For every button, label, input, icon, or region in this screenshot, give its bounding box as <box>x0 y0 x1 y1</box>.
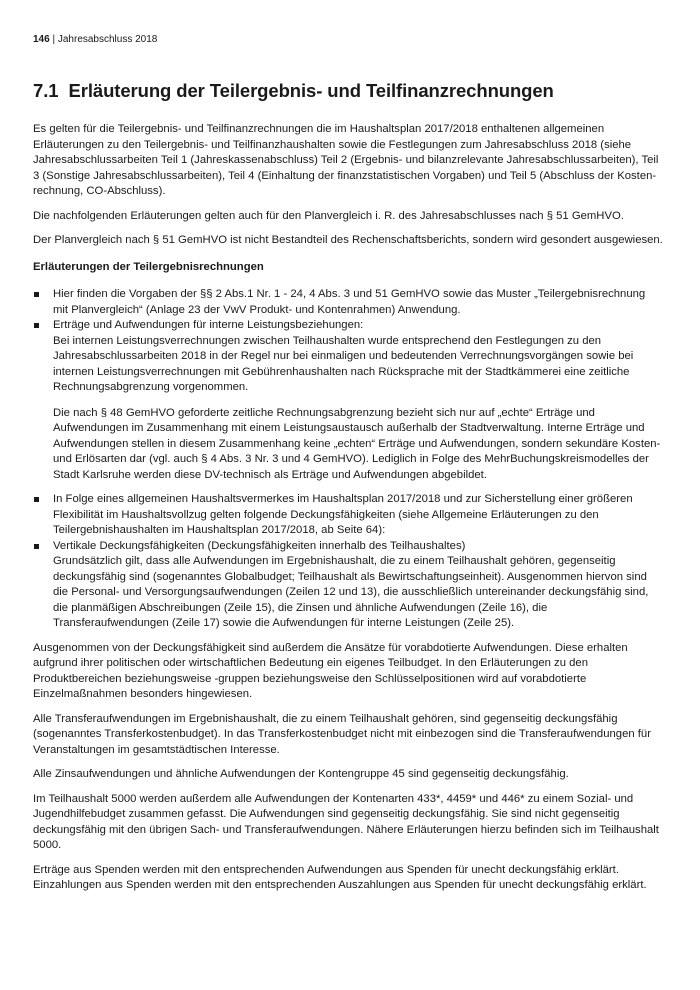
paragraph: Ausgenommen von der Deckungsfähigkeit sind außerdem die Ansätze für vorabdotierte Aufwendungen. Diese erhalten aufgrund ihrer politischen oder wirtschaftlichen Bedeutung ein eigenes Teilbudget. In den Erläuterungen zu den Produktbereichen beziehungsweise -gruppen beziehungsweise den Schlüsselpositionen wird auf vorabdotierte Einzelmaßnahmen besonders hingewiesen. <box>33 641 628 700</box>
intro-paragraph-1: Es gelten für die Teilergebnis- und Teilfinanzrechnungen die im Haushaltsplan 2017/2018 enthaltenen allgemeinen Erläuterungen zu den Teilergebnis- und Teilfinanzhaushalten sowie die Festlegungen zum Jahresabschluss 2018 (siehe Jahresabschlussarbeiten Teil 1 (Jahreskassenabschluss) Teil 2 (Ergebnis- und bilanzrelevante Jahresabschlussarbeiten), Teil 3 (Sonstige Jahresabschlussarbeiten), Teil 4 (Einhaltung der finanzstatistischen Vorgaben) und Teil 5 (Abschluss der Kostenrechnung, CO-Abschluss). <box>33 123 659 197</box>
paragraph: Erträge aus Spenden werden mit den entsprechenden Aufwendungen aus Spenden für unecht deckungsfähig erklärt. Einzahlungen aus Spenden werden mit den entsprechenden Auszahlungen aus Spenden für unecht deckungsfähig erklärt. <box>33 863 647 891</box>
section-title: Erläuterung der Teilergebnis- und Teilfinanzrechnungen <box>68 80 554 101</box>
list-item-text: Vertikale Deckungsfähigkeiten (Deckungsfähigkeiten innerhalb des Teilhaushaltes) <box>53 539 466 552</box>
list-item <box>33 287 663 318</box>
list-item <box>33 492 663 539</box>
intro-paragraph-2: Die nachfolgenden Erläuterungen gelten auch für den Planvergleich i. R. des Jahresabschlusses nach § 51 GemHVO. <box>33 209 624 222</box>
list-item-detail: Grundsätzlich gilt, dass alle Aufwendungen im Ergebnishaushalt, die zu einem Teilhaushalt gehören, gegenseitig deckungsfähig sind (sogenanntes Globalbudget; Teilhaushalt als Bewirtschaftungseinheit). Ausgenommen hiervon sind die Personal- und Versorgungsaufwendungen (Zeilen 12 und 13), die ausschließlich untereinander deckungsfähig sind, die planmäßigen Abschreibungen (Zeile 15), die Zinsen und ähnliche Aufwendungen (Zeile 16), die Transferaufwendungen (Zeile 17) sowie die Aufwendungen für interne Leistungen (Zeile 25). <box>53 555 649 629</box>
list-item-text: Hier finden die Vorgaben der §§ 2 Abs.1 Nr. 1 - 24, 4 Abs. 3 und 51 GemHVO sowie das Muster „Teilergebnisrechnung mit Planvergleich“ (Anlage 23 der VwV Produkt- und Kontenrahmen) Anwendung. <box>53 288 646 316</box>
paragraph: Alle Zinsaufwendungen und ähnliche Aufwendungen der Kontengruppe 45 sind gegenseitig deckungsfähig. <box>33 768 569 780</box>
paragraph: Im Teilhaushalt 5000 werden außerdem alle Aufwendungen der Kontenarten 433*, 4459* und 446* zu einem Sozial- und Jugendhilfebudget zusammen gefasst. Die Aufwendungen sind gegenseitig deckungsfähig. Sie sind nicht gegenseitig deckungsfähig mit den übrigen Sach- und Transferaufwendungen. Nähere Erläuterungen hierzu befinden sich im Teilhaushalt 5000. <box>33 792 659 851</box>
running-header <box>33 34 157 45</box>
body-text <box>33 122 663 903</box>
section-number: 7.1 <box>33 80 59 101</box>
list-item <box>33 318 663 483</box>
intro-paragraph-3: Der Planvergleich nach § 51 GemHVO ist nicht Bestandteil des Rechenschaftsberichts, sondern wird gesondert ausgewiesen. <box>33 234 663 246</box>
list-item-detail-2: Die nach § 48 GemHVO geforderte zeitliche Rechnungsabgrenzung bezieht sich nur auf „echte“ Erträge und Aufwendungen im Zusammenhang mit einem Leistungsaustausch außerhalb der Stadtverwaltung. Interne Erträge und Aufwendungen stellen in diesem Zusammenhang keine „echten“ Erträge und Aufwendungen, sondern sekundäre Kosten- und Erlösarten dar (vgl. auch § 4 Abs. 3 Nr. 3 und 4 GemHVO). Lediglich in Folge des MehrBuchungskreismodelles der Stadt Karlsruhe werden diese DV-technisch als Erträge und Aufwendungen abgebildet. <box>53 406 661 481</box>
page-number: 146 <box>33 34 50 45</box>
list-item-text: In Folge eines allgemeinen Haushaltsvermerkes im Haushaltsplan 2017/2018 und zur Sicherstellung einer größeren Flexibilität im Haushaltsvollzug gelten folgende Deckungsfähigkeiten (siehe Allgemeine Erläuterungen zu den Teilergebnishaushalten im Haushaltsplan 2017/2018, ab Seite 64): <box>53 493 633 536</box>
section-heading <box>33 80 554 102</box>
document-title: Jahresabschluss 2018 <box>57 34 158 45</box>
bullet-list-1 <box>33 287 663 483</box>
header-separator: | <box>52 34 56 45</box>
subheading: Erläuterungen der Teilergebnisrechnungen <box>33 260 264 273</box>
list-item-text: Erträge und Aufwendungen für interne Leistungsbeziehungen: <box>53 319 364 331</box>
list-item <box>33 539 663 632</box>
list-item-detail: Bei internen Leistungsverrechnungen zwischen Teilhaushalten wurde entsprechend den Festlegungen zu den Jahresabschlussarbeiten 2018 in der Regel nur bei einmaligen und bedeutenden Verrechnungsvorgängen sowie bei internen Leistungsverrechnungen mit Gebührenhaushalten nach Rücksprache mit der Stadtkämmerei eine zeitliche Rechnungsabgrenzung vorgenommen. <box>53 334 634 393</box>
bullet-list-2 <box>33 492 663 632</box>
paragraph: Alle Transferaufwendungen im Ergebnishaushalt, die zu einem Teilhaushalt gehören, sind gegenseitig deckungsfähig (sogenanntes Transferkostenbudget). In das Transferkostenbudget nicht mit einbezogen sind die Transferaufwendungen für Veranstaltungen im gesamtstädtischen Interesse. <box>33 712 651 756</box>
